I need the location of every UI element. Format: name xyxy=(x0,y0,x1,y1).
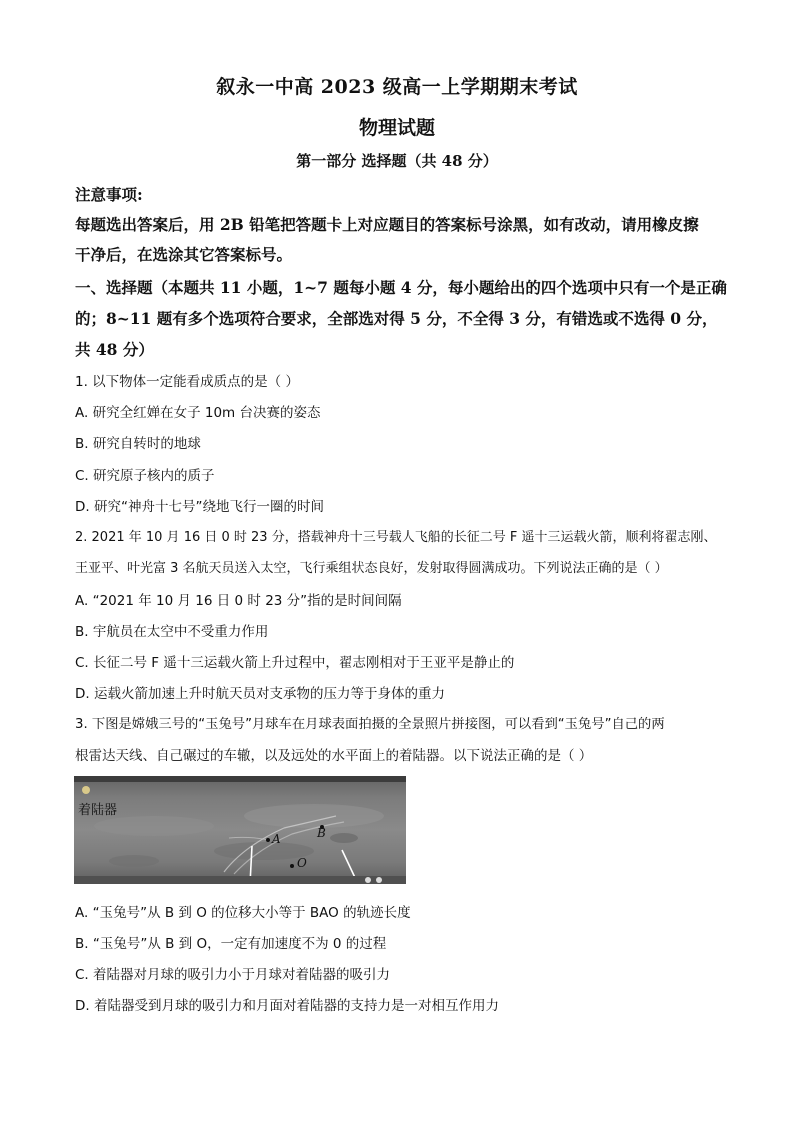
lander-label: 着陆器 xyxy=(78,803,118,818)
q3-option-c: C. 着陆器对月球的吸引力小于月球对着陆器的吸引力 xyxy=(75,967,391,983)
q1-stem: 1. 以下物体一定能看成质点的是（ ） xyxy=(75,374,299,390)
lunar-panorama-figure xyxy=(74,776,406,884)
point-a-label: A xyxy=(272,832,281,846)
q2-stem-1: 2. 2021 年 10 月 16 日 0 时 23 分，搭载神舟十三号载人飞船的长征二号 F 遥十三运载火箭，顺利将翟志刚、 xyxy=(75,530,717,545)
q1-option-c: C. 研究原子核内的质子 xyxy=(75,468,215,484)
part1-instructions-2: 的；8~11 题有多个选项符合要求，全部选对得 5 分，不全得 3 分，有错选或不选得 0 分， xyxy=(75,309,718,328)
notice-heading: 注意事项: xyxy=(75,185,143,204)
lunar-surface-drawing xyxy=(74,776,406,884)
q2-option-c: C. 长征二号 F 遥十三运载火箭上升过程中，翟志刚相对于王亚平是静止的 xyxy=(75,655,515,671)
notice-line-1: 每题选出答案后，用 2B 铅笔把答题卡上对应题目的答案标号涂黑，如有改动，请用橡皮擦 xyxy=(75,215,699,234)
q2-option-d: D. 运载火箭加速上升时航天员对支承物的压力等于身体的重力 xyxy=(75,686,445,702)
part1-instructions-3: 共 48 分） xyxy=(75,340,154,359)
q1-option-b: B. 研究自转时的地球 xyxy=(75,436,201,452)
point-o-dot xyxy=(290,864,294,868)
subject-title: 物理试题 xyxy=(358,117,435,139)
exam-title: 叙永一中高 2023 级高一上学期期末考试 xyxy=(216,76,578,98)
q1-option-d: D. 研究“神舟十七号”绕地飞行一圈的时间 xyxy=(75,499,324,515)
point-o-label: O xyxy=(297,856,307,870)
q2-stem-2: 王亚平、叶光富 3 名航天员送入太空，飞行乘组状态良好，发射取得圆满成功。下列说法正确的是（ ） xyxy=(75,561,668,576)
q3-stem-2: 根雷达天线、自己碾过的车辙，以及远处的水平面上的着陆器。以下说法正确的是（ ） xyxy=(75,748,593,764)
point-a-dot xyxy=(266,838,270,842)
point-b-label: B xyxy=(317,826,326,840)
q2-option-a: A. “2021 年 10 月 16 日 0 时 23 分”指的是时间间隔 xyxy=(75,593,402,609)
q1-option-a: A. 研究全红婵在女子 10m 台决赛的姿态 xyxy=(75,405,321,421)
q2-option-b: B. 宇航员在太空中不受重力作用 xyxy=(75,624,269,640)
section-title: 第一部分 选择题（共 48 分） xyxy=(296,152,498,170)
q3-stem-1: 3. 下图是嫦娥三号的“玉兔号”月球车在月球表面拍摄的全景照片拼接图，可以看到“玉兔号”自己的两 xyxy=(75,717,665,732)
q3-option-b: B. “玉兔号”从 B 到 O，一定有加速度不为 0 的过程 xyxy=(75,936,387,952)
q3-option-a: A. “玉兔号”从 B 到 O 的位移大小等于 BAO 的轨迹长度 xyxy=(75,905,411,921)
part1-instructions-1: 一、选择题（本题共 11 小题，1~7 题每小题 4 分，每小题给出的四个选项中只有一个是正确 xyxy=(75,278,727,297)
q3-option-d: D. 着陆器受到月球的吸引力和月面对着陆器的支持力是一对相互作用力 xyxy=(75,998,499,1014)
notice-line-2: 干净后，在选涂其它答案标号。 xyxy=(75,245,293,264)
